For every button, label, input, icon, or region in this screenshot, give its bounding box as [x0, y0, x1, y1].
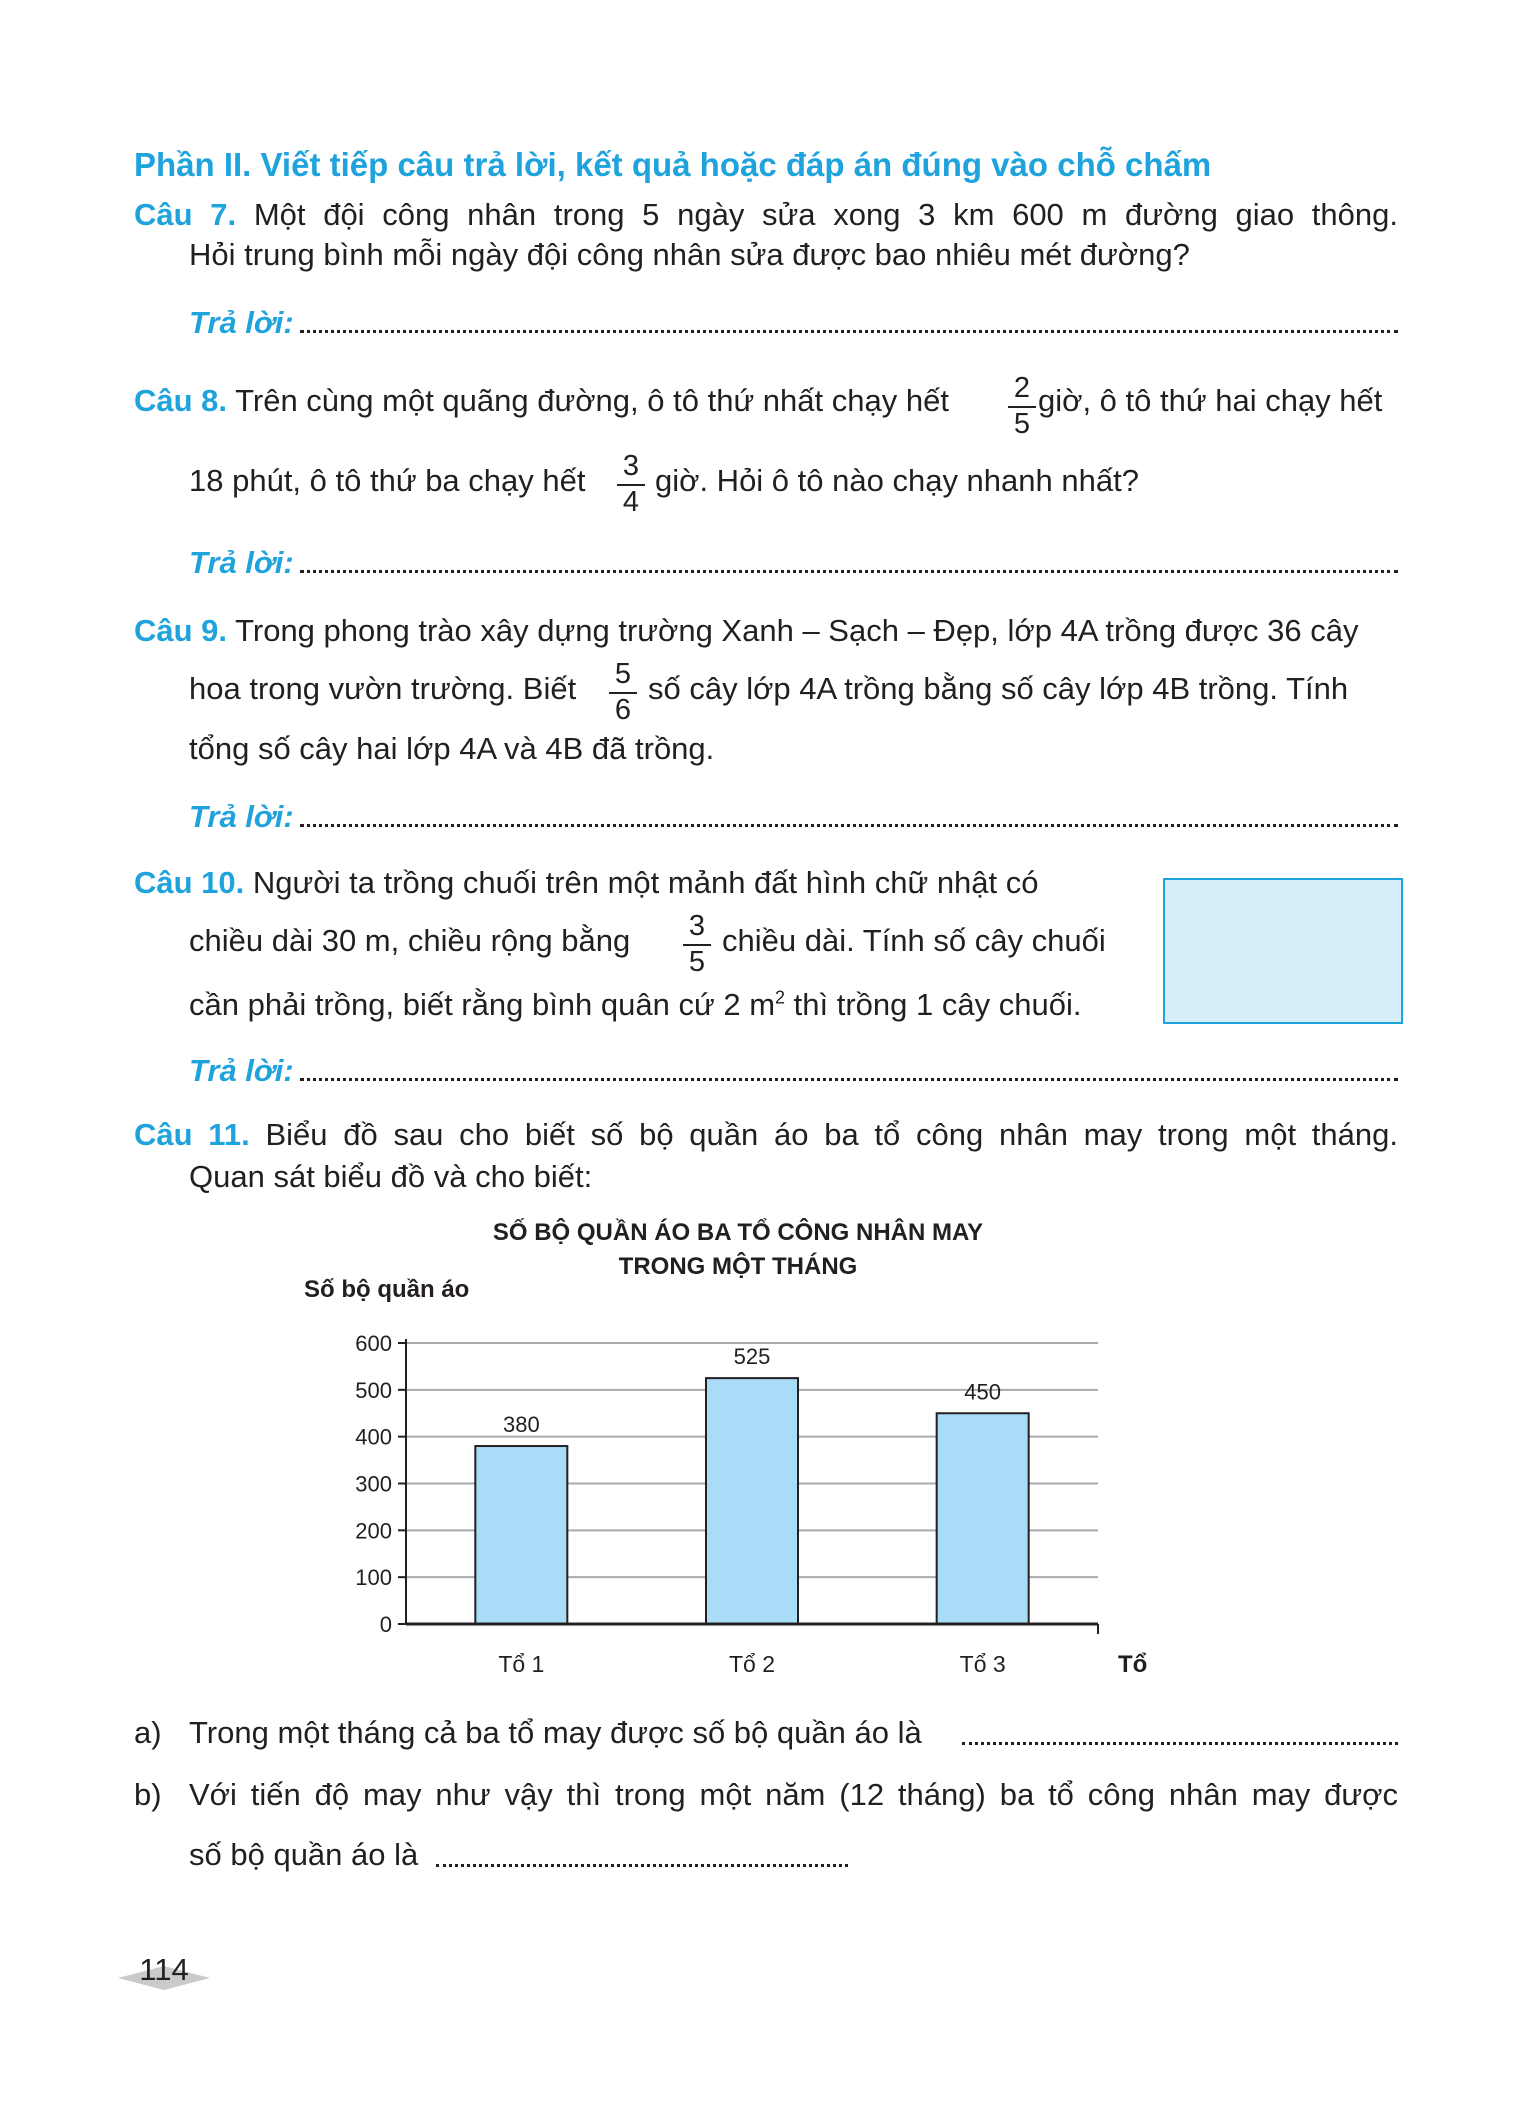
page-number-badge — [118, 1950, 210, 1994]
fraction-3-4 — [617, 450, 645, 518]
answer-blank-11b[interactable] — [436, 1864, 848, 1867]
question-7-label: Câu 7. — [134, 197, 237, 232]
question-11-line-1 — [134, 1114, 1398, 1156]
question-7-text: Một đội công nhân trong 5 ngày sửa xong 3 km 600 m đường giao thông. — [253, 197, 1398, 232]
question-11-text: Biểu đồ sau cho biết số bộ quần áo ba tổ công nhân may trong một tháng. — [265, 1117, 1398, 1152]
fraction-numerator: 5 — [614, 658, 632, 690]
part-a-marker: a) — [134, 1715, 162, 1750]
answer-blank-11a[interactable] — [962, 1742, 1398, 1745]
fraction-numerator: 3 — [688, 910, 706, 942]
question-7-line-1 — [134, 194, 1398, 236]
answer-blank-8[interactable] — [300, 570, 1398, 573]
data-label: 450 — [964, 1379, 1002, 1405]
data-label: 380 — [502, 1412, 540, 1438]
question-9-line-2a: hoa trong vườn trường. Biết — [189, 671, 577, 706]
fraction-5-6 — [609, 658, 637, 726]
x-category-label: Tổ 3 — [959, 1651, 1006, 1677]
bar — [706, 1378, 798, 1624]
bar — [937, 1413, 1029, 1624]
page-number: 114 — [139, 1952, 189, 1987]
question-10-text: Người ta trồng chuối trên một mảnh đất hình chữ nhật có — [252, 865, 1039, 900]
question-7-line-2: Hỏi trung bình mỗi ngày đội công nhân sửa được bao nhiêu mét đường? — [189, 237, 1190, 272]
y-tick-label: 0 — [379, 1612, 392, 1637]
answer-label-9: Trả lời: — [189, 799, 294, 834]
chart-title-line-1: SỐ BỘ QUẦN ÁO BA TỔ CÔNG NHÂN MAY — [492, 1219, 984, 1246]
answer-blank-9[interactable] — [300, 824, 1398, 827]
chart-bars — [475, 1344, 1028, 1624]
fraction-3-5 — [683, 910, 711, 978]
question-9-line-3: tổng số cây hai lớp 4A và 4B đã trồng. — [189, 731, 715, 766]
question-10-line-3 — [189, 984, 1081, 1026]
fraction-denominator: 6 — [614, 694, 632, 726]
question-8-text-a: Trên cùng một quãng đường, ô tô thứ nhất chạy hết — [235, 383, 949, 418]
part-b-line-2: số bộ quần áo là — [189, 1837, 419, 1872]
answer-label-10: Trả lời: — [189, 1053, 294, 1088]
question-8-line-1a — [134, 380, 949, 422]
y-tick-label: 200 — [355, 1518, 392, 1544]
question-8-line-2a: 18 phút, ô tô thứ ba chạy hết — [189, 463, 586, 498]
question-9-line-1 — [134, 610, 1358, 652]
x-axis-label: Tổ — [1118, 1651, 1148, 1678]
data-label: 525 — [733, 1344, 771, 1370]
fraction-numerator: 2 — [1013, 372, 1031, 404]
answer-blank-7[interactable] — [300, 330, 1398, 333]
fraction-denominator: 4 — [622, 486, 640, 518]
fraction-denominator: 5 — [1013, 408, 1031, 440]
x-category-label: Tổ 2 — [728, 1651, 776, 1677]
answer-label-8: Trả lời: — [189, 545, 294, 580]
y-tick-label: 600 — [355, 1331, 392, 1356]
part-b-text-1: Với tiến độ may như vậy thì trong một năm (12 tháng) ba tổ công nhân may được — [189, 1777, 1398, 1812]
bar-chart — [280, 1205, 1180, 1685]
bar — [475, 1446, 567, 1624]
y-tick-label: 300 — [355, 1471, 392, 1497]
question-10-line-2b: chiều dài. Tính số cây chuối — [722, 923, 1106, 958]
rectangle-figure — [1163, 878, 1403, 1024]
question-8-label: Câu 8. — [134, 383, 228, 418]
y-tick-label: 400 — [355, 1424, 392, 1450]
chart-title-line-2: TRONG MỘT THÁNG — [618, 1253, 858, 1280]
part-a-text: Trong một tháng cả ba tổ may được số bộ quần áo là — [189, 1715, 922, 1750]
answer-label-7: Trả lời: — [189, 305, 294, 340]
y-tick-label: 100 — [355, 1565, 392, 1591]
fraction-denominator: 5 — [688, 946, 706, 978]
superscript-2: 2 — [775, 987, 786, 1008]
part-b-line-1 — [189, 1774, 1398, 1816]
y-axis-label: Số bộ quần áo — [304, 1276, 470, 1303]
question-9-text: Trong phong trào xây dựng trường Xanh – Sạch – Đẹp, lớp 4A trồng được 36 cây — [235, 613, 1359, 648]
question-11-label: Câu 11. — [134, 1117, 250, 1152]
fraction-numerator: 3 — [622, 450, 640, 482]
question-10-label: Câu 10. — [134, 865, 245, 900]
question-9-label: Câu 9. — [134, 613, 228, 648]
x-category-label: Tổ 1 — [498, 1651, 545, 1677]
answer-blank-10[interactable] — [300, 1078, 1398, 1081]
question-10-line-2a: chiều dài 30 m, chiều rộng bằng — [189, 923, 631, 958]
question-8-text-b: giờ, ô tô thứ hai chạy hết — [1038, 383, 1383, 418]
y-tick-label: 500 — [355, 1377, 392, 1403]
question-9-line-2b: số cây lớp 4A trồng bằng số cây lớp 4B trồng. Tính — [648, 671, 1349, 706]
question-11-line-2: Quan sát biểu đồ và cho biết: — [189, 1159, 593, 1194]
part-b-marker: b) — [134, 1777, 162, 1812]
question-10-text-3b: thì trồng 1 cây chuối. — [785, 987, 1082, 1022]
question-10-text-3a: cần phải trồng, biết rằng bình quân cứ 2 m — [189, 987, 776, 1022]
section-title: Phần II. Viết tiếp câu trả lời, kết quả hoặc đáp án đúng vào chỗ chấm — [134, 146, 1212, 183]
question-10-line-1 — [134, 862, 1039, 904]
question-8-line-2b: giờ. Hỏi ô tô nào chạy nhanh nhất? — [655, 463, 1139, 498]
fraction-2-5 — [1008, 372, 1036, 440]
